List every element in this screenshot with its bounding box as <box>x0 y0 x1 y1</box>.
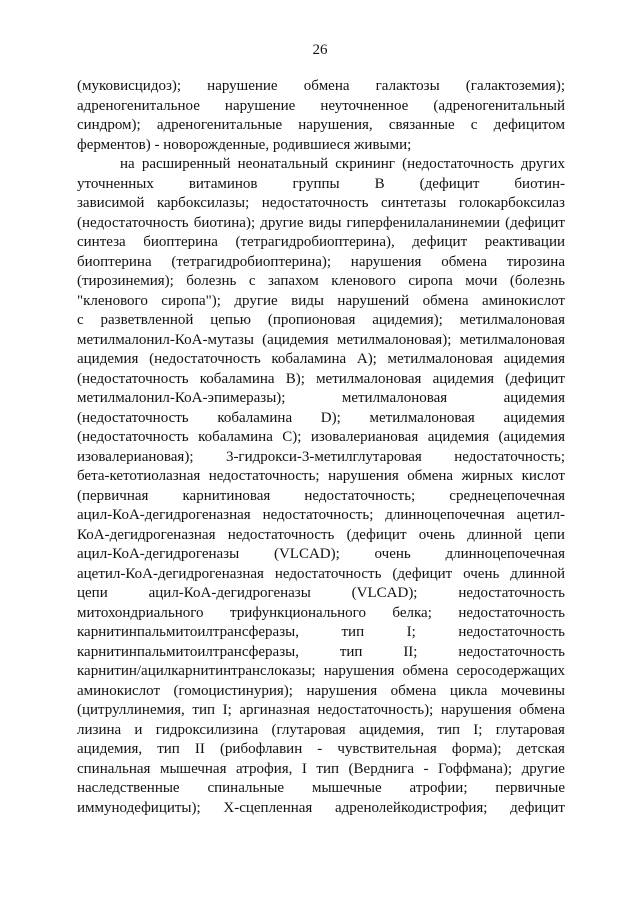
text-line: синдром); адреногенитальные нарушения, связанные с дефицитом <box>77 117 565 133</box>
text-line: "кленового сиропа"); другие виды нарушений обмена аминокислот <box>77 292 565 309</box>
text-line: митохондриального трифункционального белка; недостаточность <box>77 604 565 621</box>
text-line: ацил-КоА-дегидрогеназы (VLCAD); очень длинноцепочечная <box>77 546 565 562</box>
text-line: зависимой карбоксилазы; недостаточность синтетазы голокарбоксилаз <box>77 195 565 211</box>
text-line: бета-кетотиолазная недостаточность; нарушения обмена жирных кислот <box>77 468 565 484</box>
text-line: (недостаточность кобаламина C); изовалериановая ацидемия (ацидемия <box>77 429 565 445</box>
text-line: метилмалонил-КоА-мутазы (ацидемия метилмалоновая); метилмалоновая <box>77 331 565 348</box>
text-line: (недостаточность кобаламина B); метилмалоновая ацидемия (дефицит <box>77 370 565 387</box>
text-line: КоА-дегидрогеназная недостаточность (дефицит очень длинной цепи <box>77 526 565 543</box>
text-line: аминокислот (гомоцистинурия); нарушения обмена цикла мочевины <box>77 682 565 699</box>
text-line: биоптерина (тетрагидробиоптерина); нарушения обмена тирозина <box>77 253 565 270</box>
text-line: (тирозинемия); болезнь с запахом кленового сиропа мочи (болезнь <box>77 273 565 289</box>
text-line: (муковисцидоз); нарушение обмена галактозы (галактоземия); <box>77 78 565 94</box>
text-line: карнитинпальмитоилтрансферазы, тип II; недостаточность <box>77 643 565 660</box>
text-line: карнитинпальмитоилтрансферазы, тип I; недостаточность <box>77 624 565 640</box>
text-line: ферментов) - новорожденные, родившиеся живыми; <box>77 136 412 153</box>
text-line: изовалериановая); 3-гидрокси-3-метилглутаровая недостаточность; <box>77 448 565 465</box>
text-line: цепи ацил-КоА-дегидрогеназы (VLCAD); недостаточность <box>77 585 565 601</box>
text-line: (первичная карнитиновая недостаточность; среднецепочечная <box>77 487 565 504</box>
text-line: ацил-КоА-дегидрогеназная недостаточность; длинноцепочечная ацетил- <box>77 507 565 523</box>
paragraph <box>77 155 565 818</box>
text-line: уточненных витаминов группы B (дефицит биотин- <box>77 175 565 192</box>
text-line: адреногенитальное нарушение неуточненное (адреногенитальный <box>77 97 565 114</box>
text-line: наследственные спинальные мышечные атрофии; первичные <box>77 780 565 796</box>
text-line: с разветвленной цепью (пропионовая ацидемия); метилмалоновая <box>77 312 565 328</box>
text-line: ацетил-КоА-дегидрогеназная недостаточность (дефицит очень длинной <box>77 565 565 582</box>
text-line: на расширенный неонатальный скрининг (недостаточность других <box>120 156 565 172</box>
text-line: ацидемия (недостаточность кобаламина A); метилмалоновая ацидемия <box>77 351 565 367</box>
text-line: лизина и гидроксилизина (глутаровая ацидемия, тип I; глутаровая <box>77 721 565 738</box>
text-line: спинальная мышечная атрофия, I тип (Верднига - Гоффмана); другие <box>77 760 565 777</box>
paragraph <box>77 77 565 155</box>
page-number: 26 <box>312 42 328 58</box>
text-line: (недостаточность биотина); другие виды гиперфенилаланинемии (дефицит <box>77 214 565 231</box>
text-line: ацидемия, тип II (рибофлавин - чувствительная форма); детская <box>77 741 565 757</box>
text-line: (недостаточность кобаламина D); метилмалоновая ацидемия <box>77 409 565 426</box>
text-line: синтеза биоптерина (тетрагидробиоптерина), дефицит реактивации <box>77 234 565 250</box>
text-line: карнитин/ацилкарнитинтранслоказы; нарушения обмена серосодержащих <box>77 663 565 679</box>
text-line: иммунодефициты); X-сцепленная адренолейкодистрофия; дефицит <box>77 799 565 816</box>
text-line: (цитруллинемия, тип I; аргиназная недостаточность); нарушения обмена <box>77 702 565 718</box>
document-body <box>77 77 565 818</box>
text-line: метилмалонил-КоА-эпимеразы); метилмалоновая ацидемия <box>77 390 565 406</box>
